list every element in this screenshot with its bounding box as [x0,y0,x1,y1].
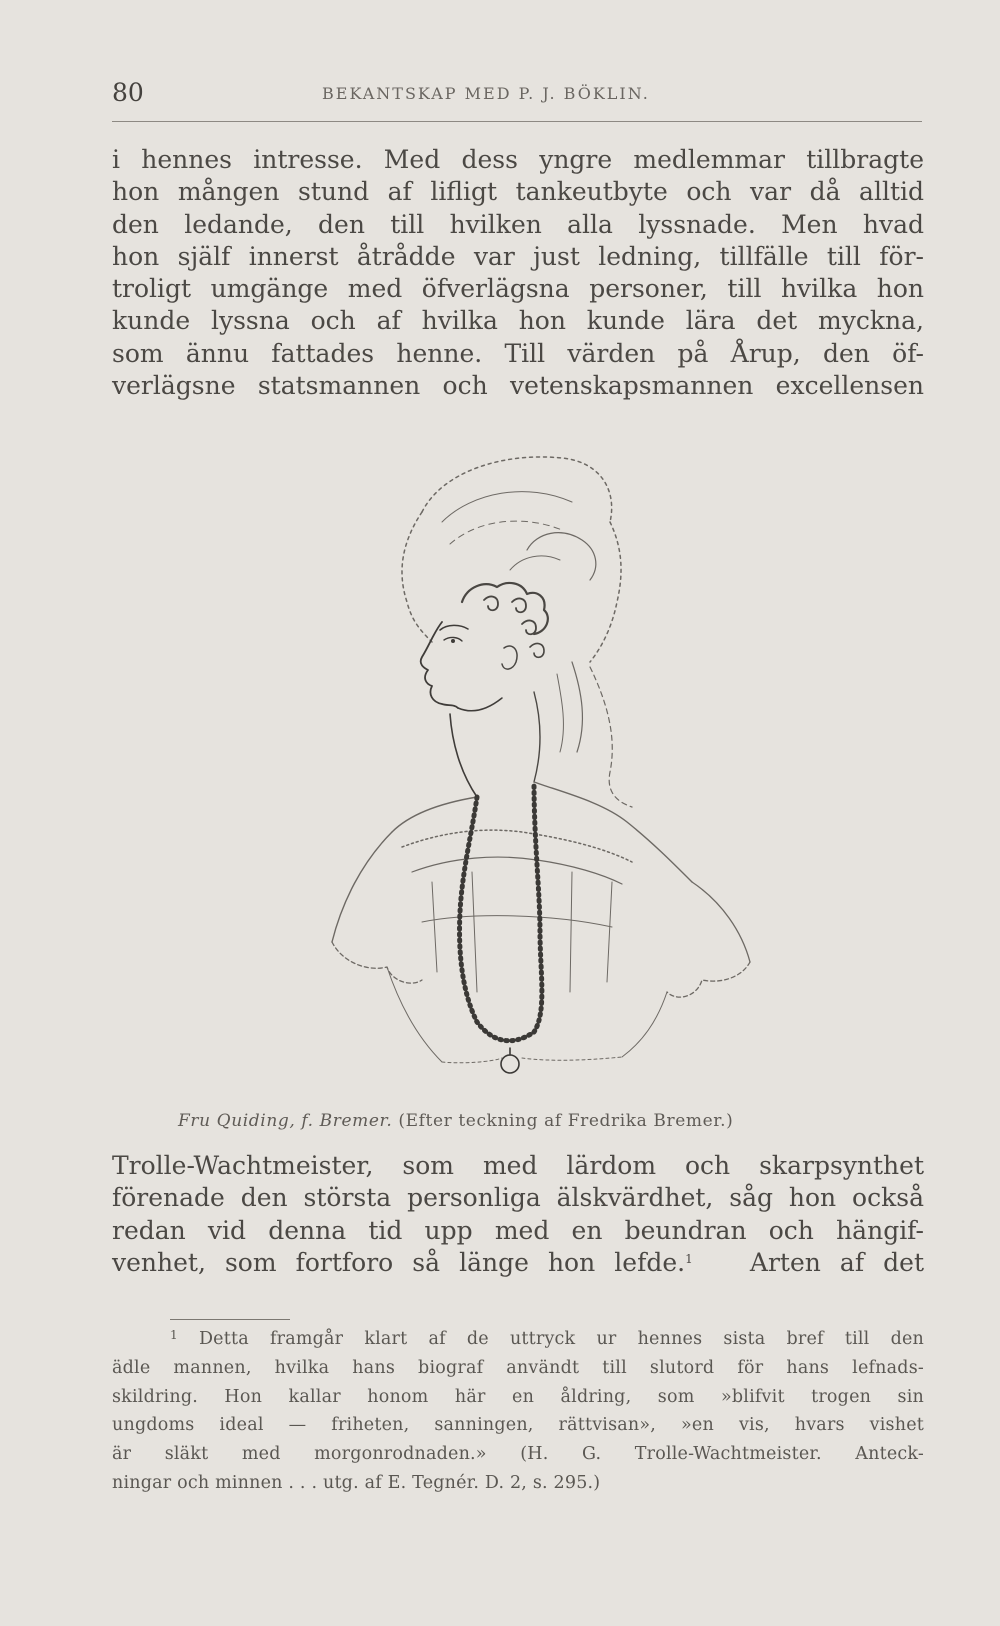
text-line-with-note [112,1247,924,1279]
footnote-line [112,1325,924,1354]
caption-name: Fru Quiding, f. Bremer. [178,1111,393,1131]
text-line: hon själf innerst åtrådde var just ledning, tillfälle till för- [112,241,924,271]
footnote [112,1325,924,1498]
text-line: verlägsne statsmannen och vetenskapsmannen excellensen [112,371,924,401]
text-line: förenade den största personliga älskvärdhet, såg hon också [112,1183,924,1213]
footnote-line: är släkt med morgonrodnaden.» (H. G. Trolle-Wachtmeister. Anteck- [112,1444,924,1465]
text-fragment: Arten af det [749,1247,925,1277]
text-line: Trolle-Wachtmeister, som med lärdom och skarpsynthet [112,1151,924,1180]
paragraph-top [112,144,924,402]
footnote-number: 1 [170,1328,178,1342]
text-line: som ännu fattades henne. Till värden på Årup, den öf- [112,338,924,368]
footnote-marker: 1 [685,1251,693,1266]
figure-caption [178,1111,878,1131]
footnote-line: ädle mannen, hvilka hans biograf användt till slutord för hans lefnads- [112,1357,924,1378]
text-line: hon mången stund af lifligt tankeutbyte och var då alltid [112,177,924,207]
footnote-rule [170,1319,290,1320]
text-line: kunde lyssna och af hvilka hon kunde lära det myckna, [112,306,924,336]
page-header [112,72,922,116]
text-line: den ledande, den till hvilken alla lyssnade. Men hvad [112,209,924,239]
header-rule [112,121,922,122]
text-line: i hennes intresse. Med dess yngre medlemmar tillbragte [112,145,924,174]
caption-note: (Efter teckning af Fredrika Bremer.) [398,1111,734,1131]
paragraph-bottom [112,1150,924,1279]
text-line: redan vid denna tid upp med en beundran och hängif- [112,1215,924,1245]
footnote-line: ningar och minnen . . . utg. af E. Tegnér. D. 2, s. 295.) [112,1472,601,1493]
page-number: 80 [112,78,144,107]
footnote-text: Detta framgår klart af de uttryck ur hennes sista bref till den [198,1329,924,1349]
running-head: BEKANTSKAP MED P. J. BÖKLIN. [322,84,650,103]
footnote-line: skildring. Hon kallar honom här en åldring, som »blifvit trogen sin [112,1386,924,1407]
text-line: troligt umgänge med öfverlägsna personer, till hvilka hon [112,274,924,304]
portrait-illustration [272,452,792,1102]
footnote-line: ungdoms ideal — friheten, sanningen, rättvisan», »en vis, hvars vishet [112,1415,924,1436]
text-fragment: venhet, som fortforo så länge hon lefde. [112,1247,686,1277]
